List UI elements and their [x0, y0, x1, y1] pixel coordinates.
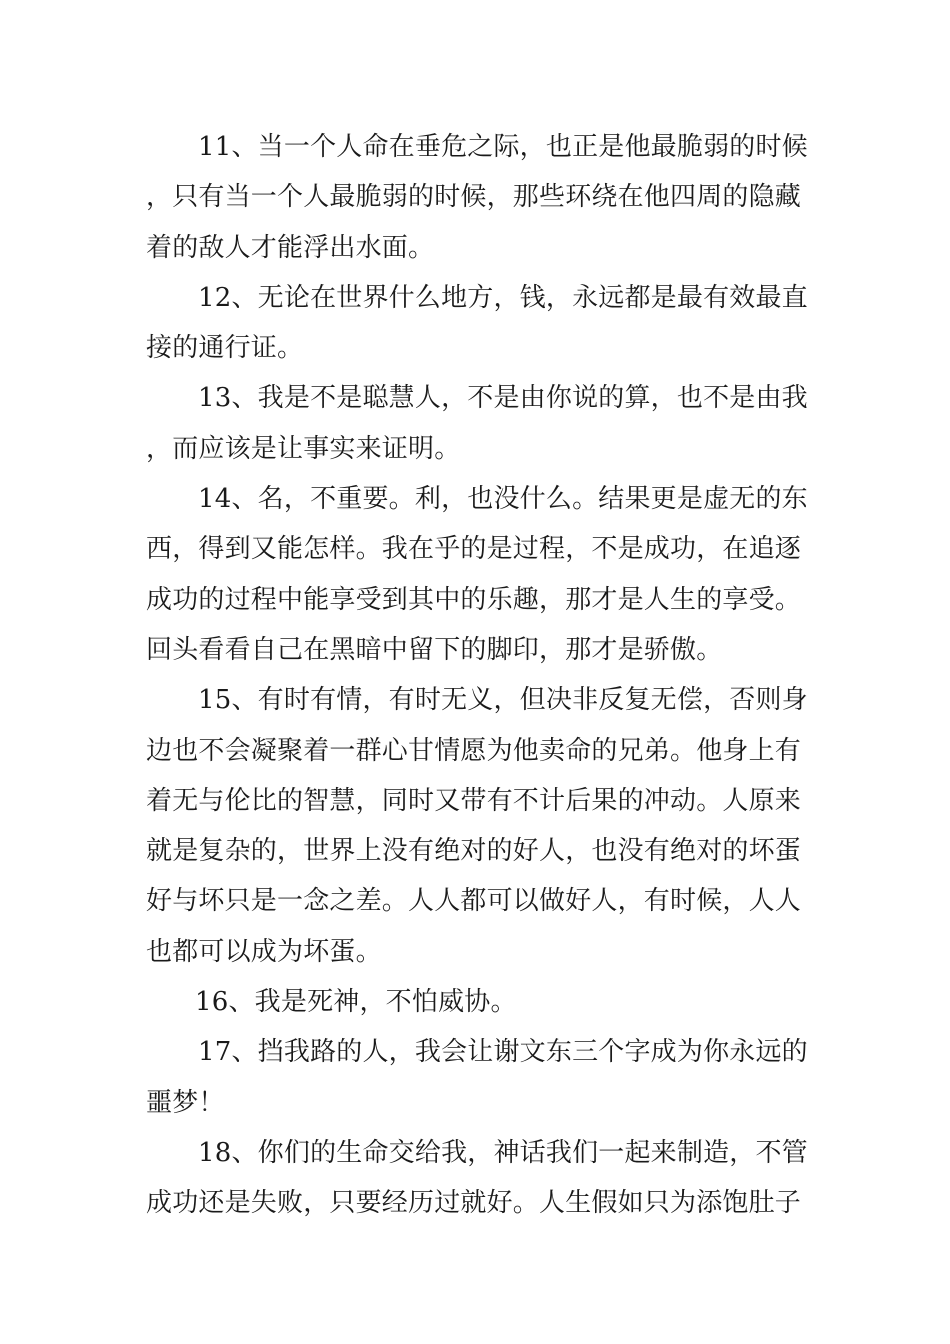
paragraph-14: 14、名，不重要。利，也没什么。结果更是虚无的东西，得到又能怎样。我在乎的是过程，不是成功，在追逐成功的过程中能享受到其中的乐趣，那才是人生的享受。回头看看自己在黑暗中留下的脚印，那才是骄傲。: [146, 484, 808, 665]
paragraph-18: 18、你们的生命交给我，神话我们一起来制造，不管成功还是失败，只要经历过就好。人生假如只为添饱肚子: [146, 1137, 808, 1219]
paragraph-15: 15、有时有情，有时无义，但决非反复无偿，否则身边也不会凝聚着一群心甘情愿为他卖命的兄弟。他身上有着无与伦比的智慧，同时又带有不计后果的冲动。人原来就是复杂的，世界上没有绝对的好人，也没有绝对的坏蛋好与坏只是一念之差。人人都可以做好人，有时候，人人也都可以成为坏蛋。: [146, 685, 808, 967]
paragraph-11: 11、当一个人命在垂危之际，也正是他最脆弱的时候，只有当一个人最脆弱的时候，那些环绕在他四周的隐藏着的敌人才能浮出水面。: [146, 132, 808, 263]
paragraph-12: 12、无论在世界什么地方，钱，永远都是最有效最直接的通行证。: [146, 282, 808, 364]
paragraph-16: 16、我是死神，不怕威协。: [195, 987, 517, 1018]
document-body: [146, 122, 810, 1229]
paragraph-13: 13、我是不是聪慧人，不是由你说的算，也不是由我，而应该是让事实来证明。: [146, 383, 808, 464]
paragraph-17: 17、挡我路的人，我会让谢文东三个字成为你永远的噩梦！: [146, 1037, 808, 1118]
